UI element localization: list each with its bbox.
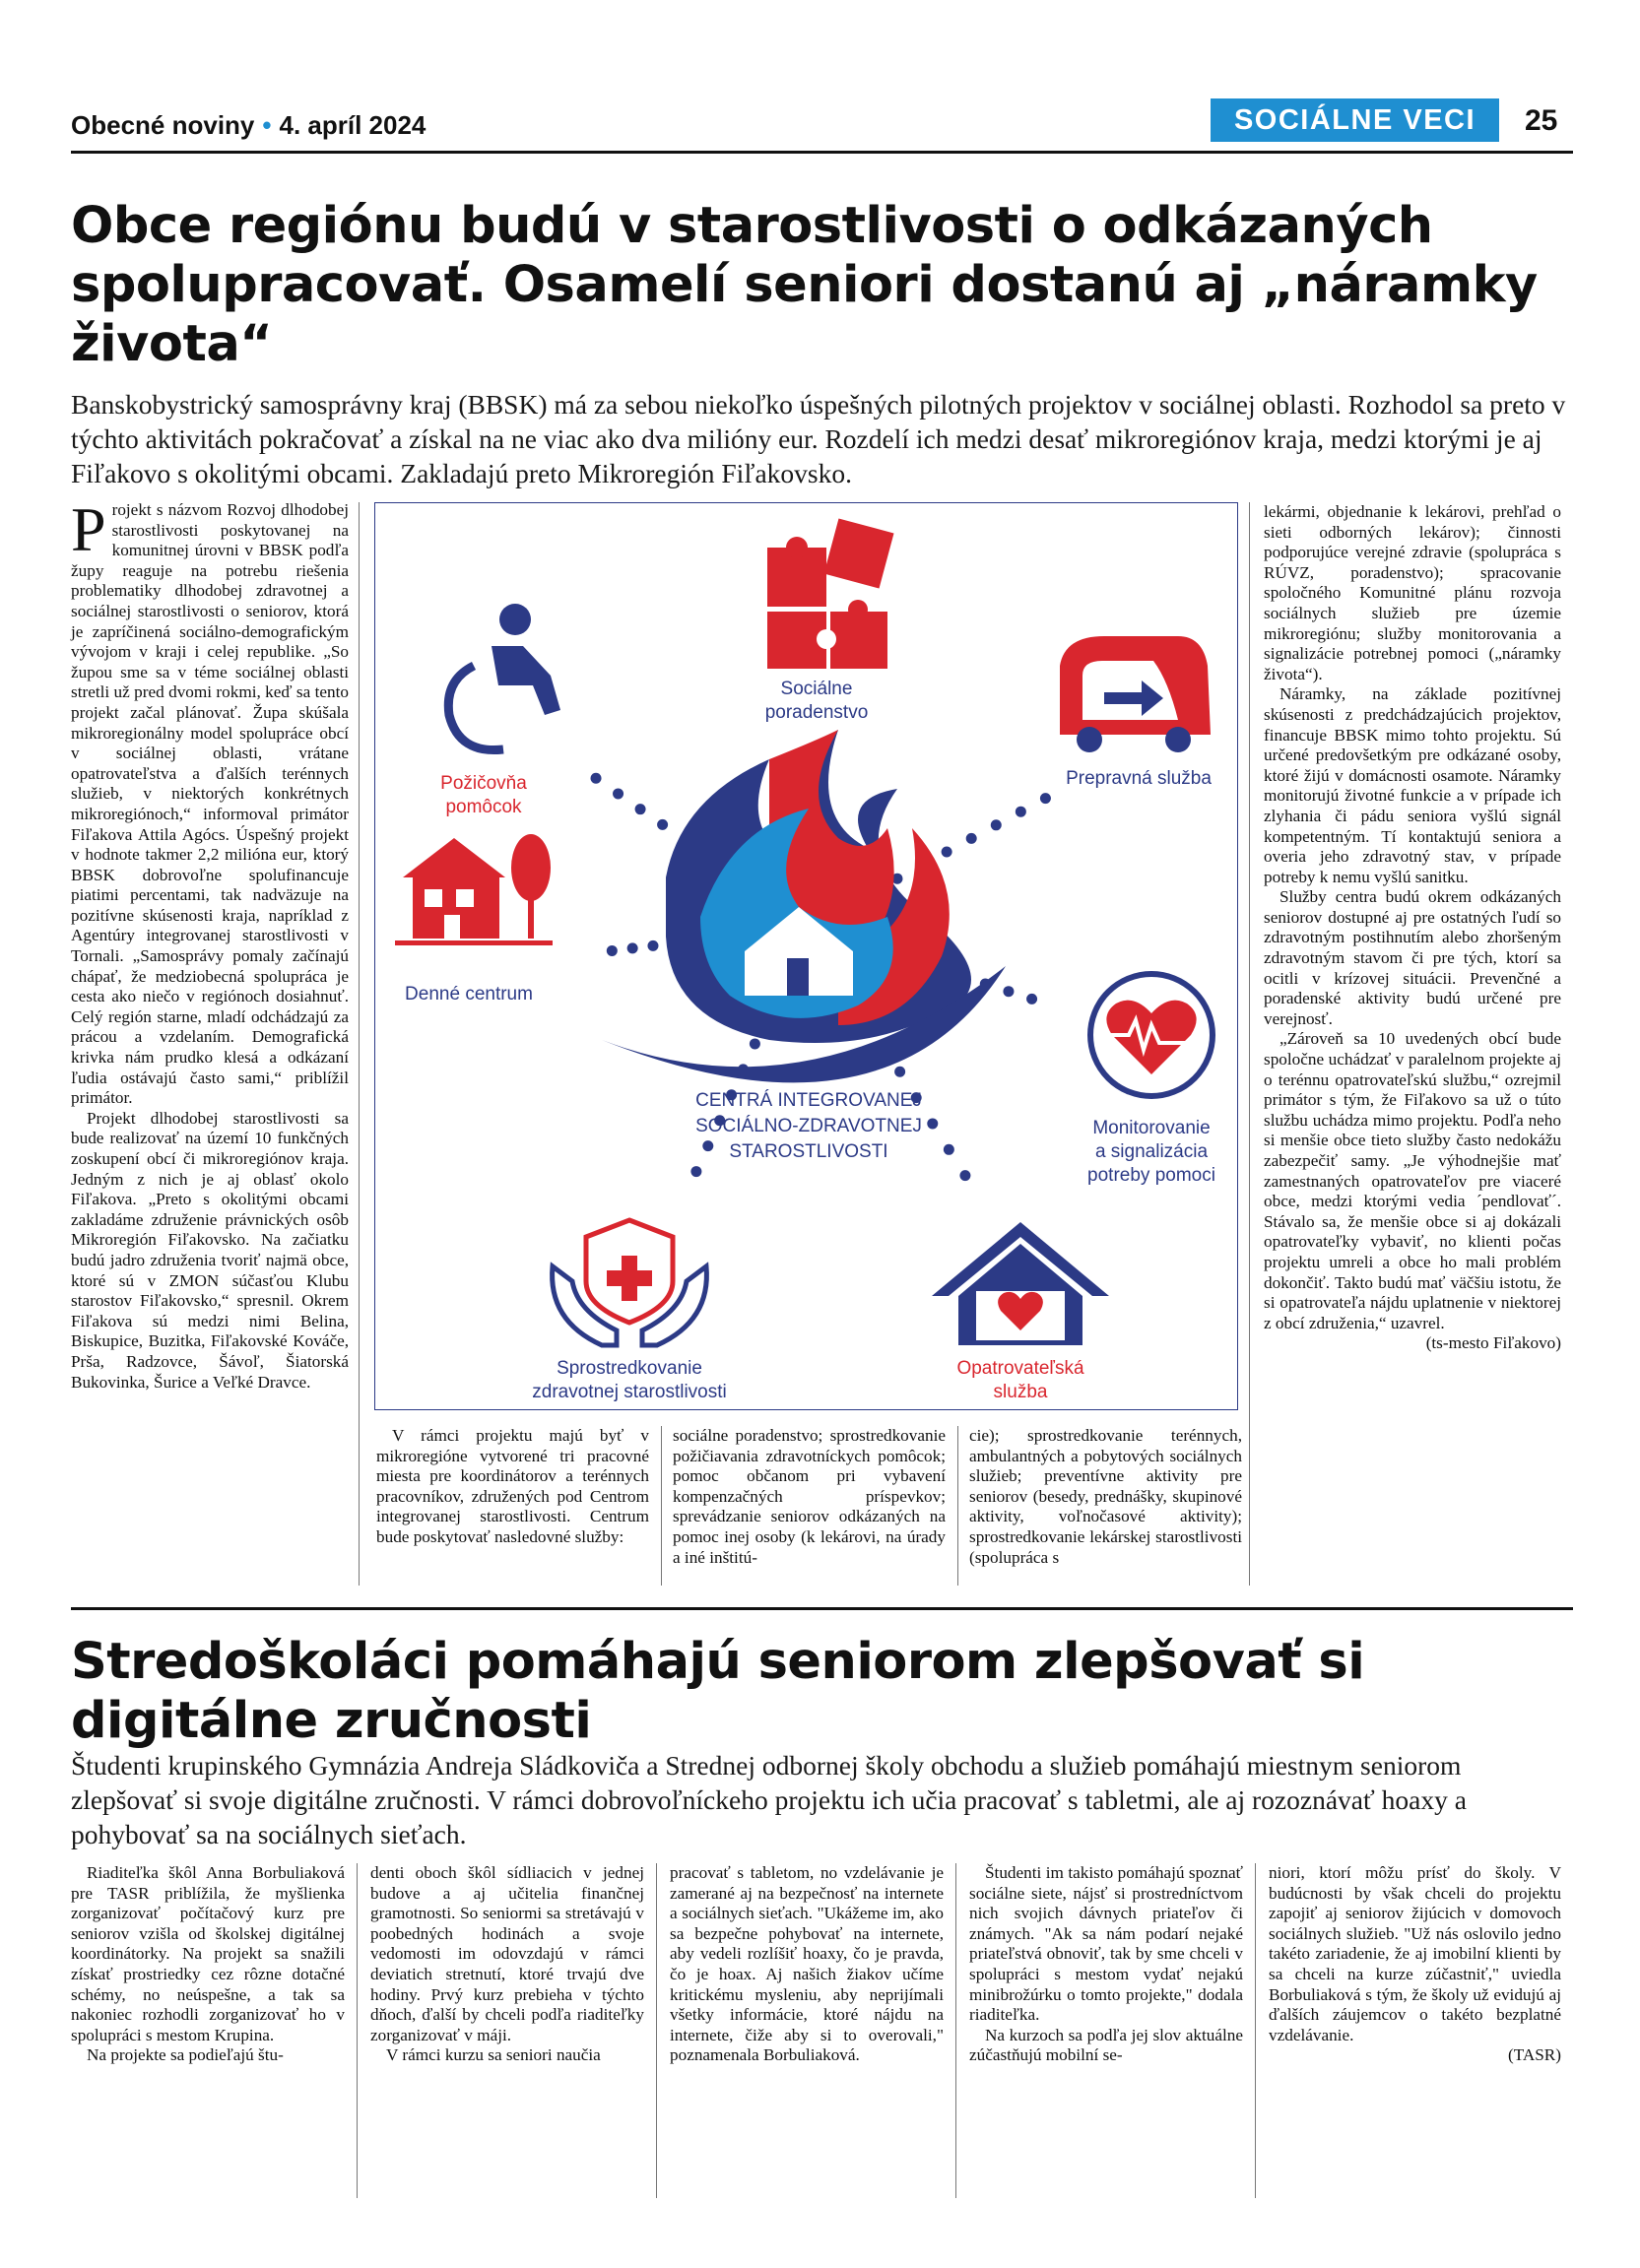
article2-paragraph: Na kurzoch sa podľa jej slov aktuálne zúčastňujú mobilní se- (969, 2025, 1243, 2065)
connector-dot (944, 1144, 954, 1155)
health-care-hands-icon (553, 1220, 707, 1345)
article1-paragraph: Náramky, na základe pozitívnej skúsenosti z predchádzajúcich projektov, financuje BBSK mimo tohto projektu. Sú určené predovšetkým pre odkázané osoby, ktoré žijú v domácnosti osamote. Náramky monitorujú životné funkcie a v prípade ich zlyhania či pádu seniora vyšlú signál kompetentným. Tí kontaktujú seniora a overia jeho zdravotný stav, v prípade potreby k nemu vyšlú sanitku. (1264, 684, 1561, 886)
article2-paragraph: pracovať s tabletom, no vzdelávanie je zamerané aj na bezpečnosť na internete a sociálnych sieťach. "Ukážeme im, ako sa bezpečne pohybovať na internete, aby vedeli rozlíšiť hoaxy, čo je pravda, čo je hoax. Aj našich žiakov učíme kritickému mysleniu, aby neprijímali všetky informácie, ktoré nájdu na internete, čiže aby si to overovali," poznamenala Borbuliaková. (670, 1863, 944, 2065)
publication-name: Obecné noviny (71, 110, 255, 140)
article1-lead: Banskobystrický samosprávny kraj (BBSK) má za sebou niekoľko úspešných pilotných projektov v sociálnej oblasti. Rozhodol sa preto v týchto aktivitách pokračovať a získal na ne viac ako dva milióny eur. Rozdelí ich medzi desať mikroregiónov kraja, medzi ktorými je aj Fiľakovo s okolitými obcami. Zakladajú preto Mikroregión Fiľakovsko. (71, 389, 1566, 488)
article2-paragraph: denti oboch škôl sídliacich v jednej budove a aj učitelia finančnej gramotnosti. So seniormi sa stretávajú v poobedných hodinách a svoje vedomosti im odovzdajú v rámci deviatich stretnutí, ktoré trvajú dve hodiny. Prvý kurz prebieha v týchto dňoch, ďalší by chceli podľa riaditeľky zorganizovať v máji. (370, 1863, 644, 2044)
connector-dot (690, 1166, 701, 1177)
connector-dot (991, 819, 1002, 830)
drop-cap: P (71, 494, 106, 564)
puzzle-icon (767, 518, 894, 669)
label-social-counseling-1: Sociálne (780, 679, 853, 699)
article2-lead: Študenti krupinského Gymnázia Andreja Sládkoviča a Strednej odbornej školy obchodu a služieb pomáhajú miestnym seniorom zlepšovať si svoje digitálne zručnosti. V rámci dobrovoľníckeho projektu ich učia pracovať s tabletmi, ale aj rozoznávať hoaxy a pohybovať sa na sociálnych sieťach. (71, 1750, 1467, 1849)
van-icon (1060, 636, 1211, 752)
connector-dot (613, 788, 623, 799)
central-logo-icon (602, 730, 1006, 1082)
article1-paragraph: sociálne poradenstvo; sprostredkovanie požičiavania zdravotníckych pomôcok; pomoc občanom pri vybavení kompenzačných príspevkov; sprevádzanie seniorov odkázaných na pomoc inej osoby (k lekárovi, na úrady a iné inštitú- (673, 1426, 946, 1567)
connector-dot (942, 847, 952, 858)
center-label-line-1: CENTRÁ INTEGROVANEJ (695, 1090, 922, 1111)
connector-dot (894, 1067, 905, 1077)
article2-signature: (TASR) (1507, 2045, 1561, 2065)
header-rule (71, 151, 1573, 154)
article1-paragraph: „Zároveň sa 10 uvedených obcí bude spoločne uchádzať v paralelnom projekte aj o terénnu opatrovateľskú službu,“ ozrejmil primátor s tým, že Fiľakovo sa už o túto službu uchádza mimo projektu. Podľa neho si menšie obce tieto služby často nedokážu zabezpečiť samy. „Je výhodnejšie mať zamestnaných opatrovateľov pre viaceré obce, medzi ktorými vedia ´pendlovať´. Stávalo sa, že menšie obce si aj dokázali opatrovateľky vybaviť, no klienti počas projektu umreli a obce ho mali problém dokončiť. Takto budú mať väčšiu istotu, že si opatrovateľa nájdu uplatnenie v niektorej z obcí združenia,“ uzavrel. (1264, 1029, 1561, 1332)
label-social-counseling-2: poradenstvo (764, 702, 869, 723)
day-center-house-icon (395, 834, 553, 945)
article1-bottom-column-2 (673, 1426, 946, 1568)
infographic-integrated-care (374, 502, 1238, 1410)
label-monitoring-1: Monitorovanie (1092, 1118, 1211, 1138)
article2-paragraph: V rámci kurzu sa seniori naučia (386, 2045, 601, 2065)
section-label: SOCIÁLNE VECI (1211, 98, 1499, 142)
article2-paragraph: niori, ktorí môžu prísť do školy. V budúcnosti by však chceli do projektu zapojiť aj seniorov žijúcich v domovoch sociálnych služieb. "Už nás oslovilo jedno takéto zariadenie, že aj imobilní klienti by sa chceli na kurze zúčastniť," uviedla Borbuliaková s tým, že školy už evidujú aj ďalších záujemcov o takéto bezplatné vzdelávanie. (1269, 1863, 1561, 2044)
article1-headline: Obce regiónu budú v starostlivosti o odkázaných spolupracovať. Osamelí seniori dostanú aj „náramky života“ (71, 197, 1538, 373)
care-house-icon (932, 1222, 1109, 1345)
page-number: 25 (1525, 104, 1558, 137)
label-transport: Prepravná služba (1066, 768, 1212, 789)
connector-dot (607, 945, 618, 956)
label-aid-rental-1: Požičovňa (440, 773, 527, 794)
article1-paragraph: Projekt dlhodobej starostlivosti sa bude realizovať na území 10 funkčných zoskupení obcí či mikroregiónov kraja. Jedným z nich je aj oblasť okolo Fiľakova. „Preto s okolitými obcami zakladáme združenie právnických osôb Mikroregión Fiľakovsko. Na začiatku budú jadro združenia tvoriť najmä obce, ktoré sú v ZMON súčasťou Klubu starostov Fiľakovsko,“ spresnil. Okrem Fiľakova sú medzi nimi Belina, Biskupice, Buzitka, Fiľakovské Kováče, Prša, Radzovce, Šávoľ, Šiatorská Bukovinka, Šurice a Veľké Dravce. (71, 1108, 349, 1392)
article1-bottom-column-1 (376, 1426, 649, 1548)
connector-dot (702, 1140, 713, 1151)
label-care-service-2: služba (993, 1382, 1048, 1402)
connector-dot (750, 1038, 760, 1049)
article2-column-3 (670, 1863, 944, 2066)
article1-bottom-column-3 (969, 1426, 1242, 1568)
connector-dot (591, 773, 602, 784)
article1-paragraph: Projekt s názvom Rozvoj dlhodobej starostlivosti poskytovanej na komunitnej úrovni v BBSK podľa župy reaguje na potrebu riešenia problematiky dlhodobej zdravotnej a sociálnej starostlivosti o seniorov, ktorá je zapríčinená sociálno-demografickým vývojom v kraji i celej republike. „So župou sme sa v téme sociálnej oblasti stretli už pred dvomi rokmi, keď sa tento projekt začal plánovať. Župa skúšala mikroregionálny model spolupráce obcí v sociálnej oblasti, vrátane opatrovateľstva a ďalších terénnych služieb, v niektorých konkrétnych mikroregiónoch,“ informoval primátor Fiľakova Attila Agócs. Úspešný projekt v hodnote takmer 2,2 milióna eur, ktorý BBSK dobrovoľne spolufinancuje piatimi percentami, tak nadväzuje na pozitívne skúsenosti kraja, napríklad z Agentúry integrovanej starostlivosti v Tornali. „Samosprávy pomaly začínajú chápať, že medziobecná spolupráca je cesta ako niečo v regiónoch dosiahnuť. Celý región starne, mladí odchádzajú za prácou a vzdelaním. Demografická krivka nám prudko klesá a odkázaní ľudia ostávajú často sami,“ priblížil primátor. (71, 494, 349, 1108)
article2-column-5 (1269, 1863, 1561, 2066)
article1-column-right (1264, 502, 1561, 1354)
center-label-line-3: STAROSTLIVOSTI (729, 1141, 888, 1162)
article2-paragraph: Na projekte sa podieľajú štu- (87, 2045, 284, 2065)
connector-dot (1040, 793, 1051, 804)
article2-column-1 (71, 1863, 345, 2066)
column-divider (955, 1863, 956, 2198)
column-divider (957, 1426, 958, 1586)
article-separator-rule (71, 1607, 1573, 1610)
article2-column-2 (370, 1863, 644, 2066)
column-divider (359, 502, 360, 1586)
article1-column-1 (71, 494, 349, 1393)
connector-dot (966, 833, 977, 844)
article1-paragraph: lekármi, objednanie k lekárovi, prehľad o sieti odborných lekárov); činnosti podporujúce verejné zdravie (spolupráca s RÚVZ, poradenstvo); spracovanie spoločného Komunitné plánu rozvoja sociálnych služieb pre územie mikroregiónu; služby monitorovania a signalizácie potrebnej pomoci („náramky života“). (1264, 502, 1561, 683)
article2-paragraph: Študenti im takisto pomáhajú spoznať sociálne siete, nájsť si prostredníctvom nich svojich dávnych priateľov či známych. "Ak sa nám podarí nejaké priateľstvá obnoviť, tak by sme chceli v spolupráci s mestom vydať nejakú minibrožúrku o tomto projekte," dodala riaditeľka. (969, 1863, 1243, 2025)
issue-date: 4. apríl 2024 (279, 110, 426, 140)
connector-dot (657, 819, 668, 830)
article1-paragraph: Služby centra budú okrem odkázaných seniorov dostupné aj pre ostatných ľudí so zdravotným postihnutím alebo zhoršeným zdravotným stavom či pre tých, ktorí sa ocitli v krízovej situácii. Prevenčné a poradenské aktivity budú určené pre verejnosť. (1264, 887, 1561, 1028)
article1-paragraph: V rámci projektu majú byť v mikroregióne vytvorené tri pracovné miesta pre koordinátorov a terénnych pracovníkov, združených pod Centrom integrovanej starostlivosti. Centrum bude poskytovať nasledovné služby: (376, 1426, 649, 1546)
publication-header (71, 110, 426, 141)
column-divider (1249, 502, 1250, 1586)
column-divider (656, 1863, 657, 2198)
connector-dot (1026, 994, 1037, 1004)
connector-dot (1016, 807, 1026, 817)
column-divider (661, 1426, 662, 1586)
label-monitoring-2: a signalizácia (1094, 1141, 1209, 1162)
center-label-line-2: SOCIÁLNO-ZDRAVOTNEJ (695, 1116, 922, 1136)
connector-dot (1003, 986, 1014, 997)
label-health-care-2: zdravotnej starostlivosti (532, 1382, 727, 1402)
connector-dot (627, 942, 638, 953)
article2-paragraph: Riaditeľka škôl Anna Borbuliaková pre TASR priblížila, že myšlienka zorganizovať počítačový kurz pre seniorov vzišla od školskej digitálnej koordinátorky. Na projekt sa snažili získať prostriedky cez rôzne dotačné schémy, no neúspešne, a tak sa nakoniec rozhodli zorganizovať ho v spolupráci s mestom Krupina. (71, 1863, 345, 2044)
label-health-care-1: Sprostredkovanie (557, 1358, 702, 1379)
wheelchair-icon (448, 604, 560, 750)
label-aid-rental-2: pomôcok (445, 797, 522, 817)
connector-dot (647, 940, 658, 951)
article1-signature: (ts-mesto Fiľakovo) (1425, 1333, 1561, 1353)
column-divider (1255, 1863, 1256, 2198)
column-divider (357, 1863, 358, 2198)
connector-dot (635, 804, 646, 814)
label-day-center: Denné centrum (405, 984, 533, 1004)
heart-monitor-icon (1090, 974, 1213, 1096)
separator-dot: • (262, 110, 272, 140)
article2-headline: Stredoškoláci pomáhajú seniorom zlepšovať si digitálne zručnosti (71, 1633, 1365, 1750)
label-monitoring-3: potreby pomoci (1087, 1165, 1215, 1186)
label-care-service-1: Opatrovateľská (956, 1358, 1084, 1379)
article1-paragraph: cie); sprostredkovanie terénnych, ambulantných a pobytových sociálnych služieb; preventívne aktivity pre seniorov (besedy, prednášky, skupinové aktivity, voľnočasové aktivity); sprostredkovanie lekárskej starostlivosti (spolupráca s (969, 1426, 1242, 1567)
connector-dot (927, 1118, 938, 1129)
article2-column-4 (969, 1863, 1243, 2066)
connector-dot (959, 1170, 970, 1181)
